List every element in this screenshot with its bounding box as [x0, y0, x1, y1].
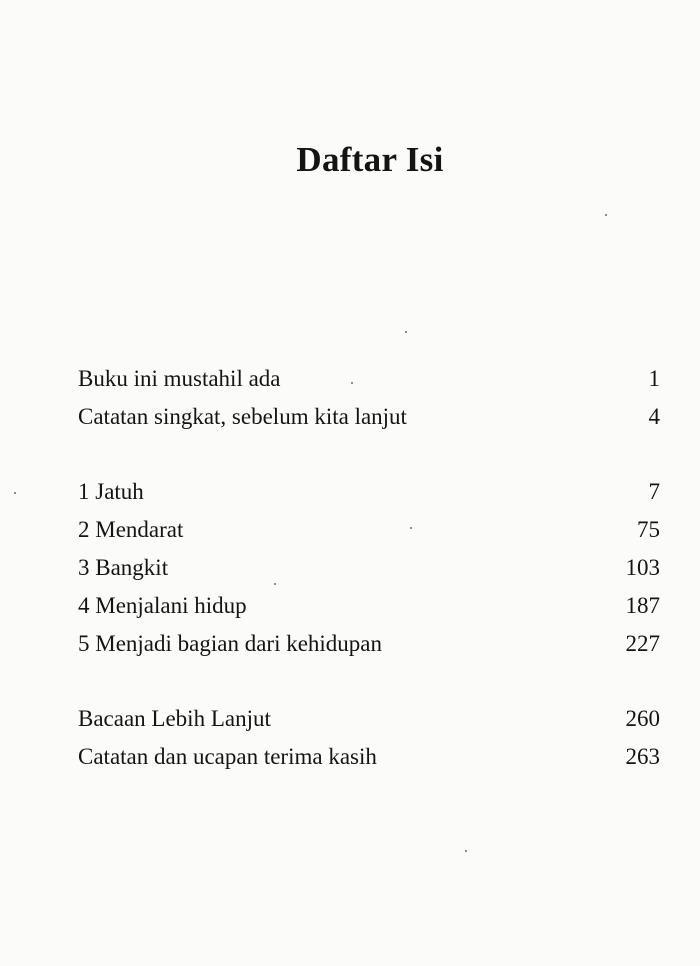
- scan-speck: [14, 492, 16, 494]
- toc-entry-label: 2 Mendarat: [78, 517, 184, 542]
- toc-entry-label: 5 Menjadi bagian dari kehidupan: [78, 631, 383, 656]
- toc-entry-page: 4: [648, 404, 660, 429]
- page-title: Daftar Isi: [296, 140, 444, 179]
- toc-entry-label: 1 Jatuh: [78, 479, 144, 504]
- toc-entry-page: 1: [648, 366, 660, 391]
- toc-entry: [78, 587, 660, 625]
- toc-entry: [78, 625, 660, 663]
- toc-entry: [78, 473, 660, 511]
- toc-entry: [78, 511, 660, 549]
- toc-entry-label: Bacaan Lebih Lanjut: [78, 706, 271, 731]
- toc-entry-page: 75: [637, 517, 660, 542]
- scan-speck: [410, 527, 412, 529]
- toc-entry-page: 263: [625, 744, 660, 769]
- toc-entry: [78, 398, 660, 436]
- scan-speck: [274, 583, 276, 585]
- toc-group-back: [78, 700, 660, 776]
- scan-speck: [351, 382, 353, 384]
- toc-entry-page: 187: [625, 593, 660, 618]
- toc-group-chapters: [78, 473, 660, 663]
- toc-entry: [78, 549, 660, 587]
- toc-entry-page: 227: [625, 631, 660, 656]
- toc-entry-page: 103: [625, 555, 660, 580]
- toc-entry: [78, 700, 660, 738]
- toc-entry-label: 3 Bangkit: [78, 555, 169, 580]
- toc-entry-label: Catatan singkat, sebelum kita lanjut: [78, 404, 407, 429]
- toc-entry-label: Catatan dan ucapan terima kasih: [78, 744, 377, 769]
- scan-speck: [605, 214, 607, 216]
- table-of-contents: [78, 360, 660, 813]
- toc-entry-label: Buku ini mustahil ada: [78, 366, 281, 391]
- toc-entry-page: 7: [648, 479, 660, 504]
- scan-speck: [405, 331, 407, 333]
- toc-group-front: [78, 360, 660, 436]
- toc-entry: [78, 738, 660, 776]
- toc-entry-page: 260: [625, 706, 660, 731]
- toc-entry-label: 4 Menjalani hidup: [78, 593, 247, 618]
- scan-speck: [465, 850, 467, 852]
- toc-entry: [78, 360, 660, 398]
